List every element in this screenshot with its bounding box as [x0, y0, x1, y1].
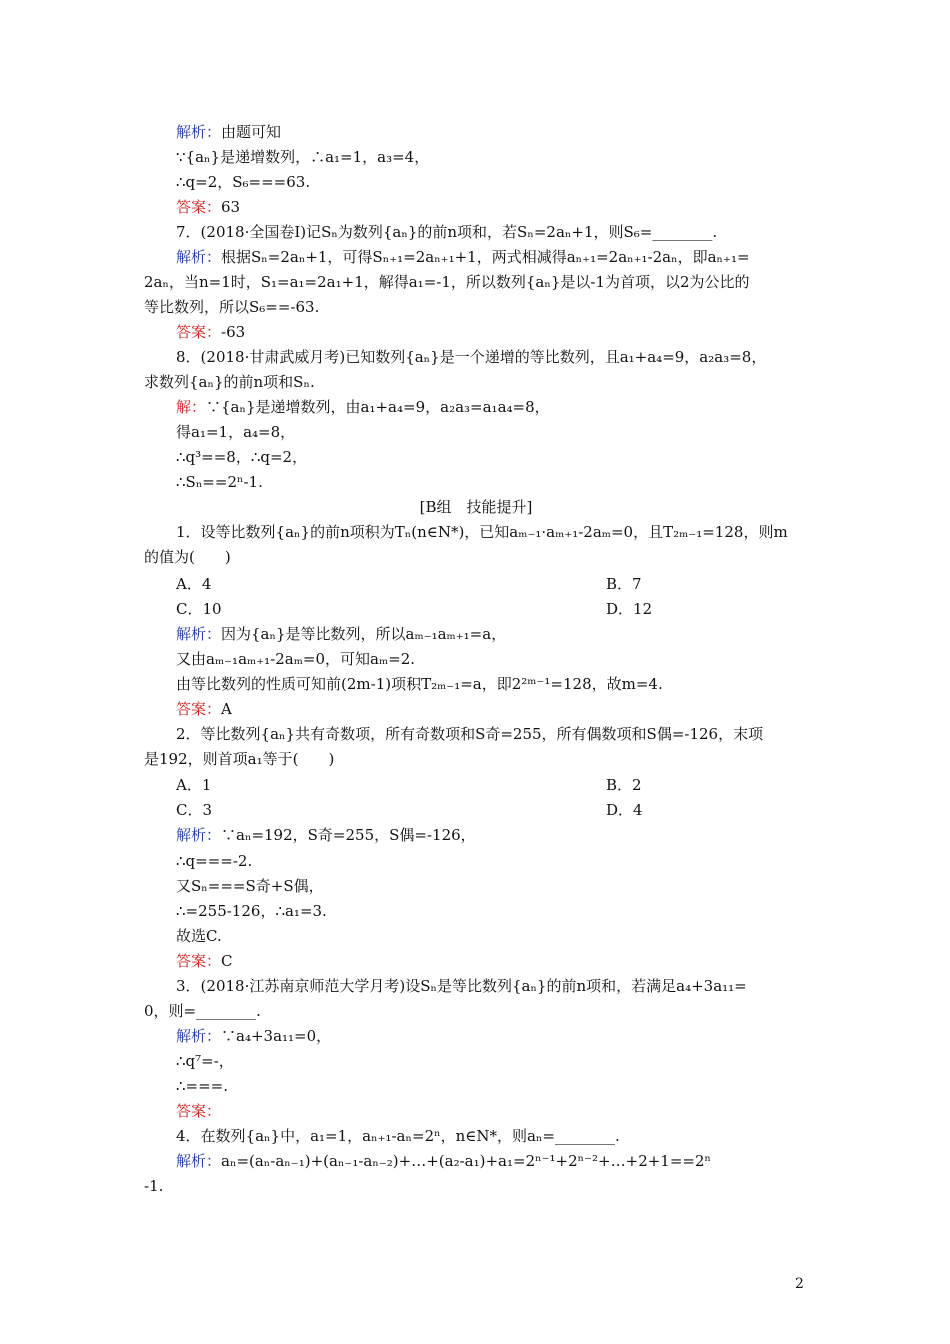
- text-line: [176, 901, 840, 921]
- option-row: [176, 599, 840, 619]
- text-line: [144, 1001, 808, 1021]
- text-line: [176, 926, 840, 946]
- content: -63: [221, 323, 246, 341]
- label: 解析：: [176, 625, 222, 643]
- content: 是192，则首项a₁等于( ): [144, 750, 335, 768]
- option: B．2: [606, 776, 642, 794]
- label: 解析：: [176, 123, 222, 141]
- text-line: [176, 247, 840, 267]
- text-line: [144, 1176, 808, 1196]
- content: 63: [221, 198, 241, 216]
- option: D．4: [606, 801, 643, 819]
- text-line: [176, 472, 840, 492]
- text-line: [176, 951, 840, 971]
- content: ∴q===-2.: [176, 852, 253, 870]
- text-line: [176, 1051, 840, 1071]
- content: ∴q⁷=-，: [176, 1052, 234, 1070]
- content: ∵{aₙ}是递增数列，∴a₁=1，a₃=4，: [176, 148, 430, 166]
- option: D．12: [606, 600, 653, 618]
- text-line: [176, 422, 840, 442]
- label: 解析：: [176, 1152, 222, 1170]
- text-line: [176, 674, 840, 694]
- page-number: 2: [795, 1276, 804, 1292]
- content: -1.: [144, 1177, 164, 1195]
- option: A．1: [176, 776, 212, 794]
- option-row: [176, 775, 840, 795]
- content: 0，则=________.: [144, 1002, 261, 1020]
- option-row: [176, 800, 840, 820]
- text-line: [176, 851, 840, 871]
- content: 根据Sₙ=2aₙ+1，可得Sₙ₊₁=2aₙ₊₁+1，两式相减得aₙ₊₁=2aₙ₊₁-2aₙ，即aₙ₊₁=: [221, 248, 750, 266]
- content: ∴===.: [176, 1077, 229, 1095]
- option: B．7: [606, 575, 642, 593]
- content: 1．设等比数列{aₙ}的前n项积为Tₙ(n∈N*)，已知aₘ₋₁·aₘ₊₁-2aₘ=0，且T₂ₘ₋₁=128，则m: [176, 523, 788, 541]
- content: 因为{aₙ}是等比数列，所以aₘ₋₁aₘ₊₁=a，: [221, 625, 507, 643]
- content: A: [221, 700, 232, 718]
- text-line: [176, 147, 840, 167]
- label: 答案：: [176, 198, 222, 216]
- text-line: [176, 624, 840, 644]
- label: 解析：: [176, 826, 222, 844]
- label: 解析：: [176, 248, 222, 266]
- content: 得a₁=1，a₄=8，: [176, 423, 296, 441]
- label: 答案：: [176, 323, 222, 341]
- text-line: [176, 1076, 840, 1096]
- option-row: [176, 574, 840, 594]
- content: ∵{aₙ}是递增数列，由a₁+a₄=9，a₂a₃=a₁a₄=8，: [206, 398, 550, 416]
- label: 答案：: [176, 952, 222, 970]
- text-line: [176, 1151, 840, 1171]
- content: 由等比数列的性质可知前(2m-1)项积T₂ₘ₋₁=a，即2²ᵐ⁻¹=128，故m=4.: [176, 675, 663, 693]
- label: 答案：: [176, 1102, 222, 1120]
- text-line: [176, 876, 840, 896]
- option: C．10: [176, 600, 222, 618]
- content: 的值为( ): [144, 548, 231, 566]
- text-line: [176, 825, 840, 845]
- content: 故选C.: [176, 927, 222, 945]
- content: 又Sₙ===S奇+S偶，: [176, 877, 324, 895]
- text-line: [144, 749, 808, 769]
- text-line: [176, 1126, 840, 1146]
- content: 7．(2018·全国卷Ⅰ)记Sₙ为数列{aₙ}的前n项和，若Sₙ=2aₙ+1，则S₆=________.: [176, 223, 718, 241]
- label: 解：: [176, 398, 207, 416]
- label: 答案：: [176, 700, 222, 718]
- text-line: [176, 724, 840, 744]
- text-line: [176, 1026, 840, 1046]
- section-heading: [144, 497, 808, 517]
- content: 求数列{aₙ}的前n项和Sₙ.: [144, 373, 315, 391]
- content: 3．(2018·江苏南京师范大学月考)设Sₙ是等比数列{aₙ}的前n项和，若满足a₄+3a₁₁=: [176, 977, 747, 995]
- content: 等比数列，所以S₆==-63.: [144, 298, 320, 316]
- content: 2aₙ，当n=1时，S₁=a₁=2a₁+1，解得a₁=-1，所以数列{aₙ}是以-1为首项，以2为公比的: [144, 273, 750, 291]
- content: ∴q³==8，∴q=2，: [176, 448, 308, 466]
- text-line: [144, 272, 808, 292]
- text-line: [176, 322, 840, 342]
- text-line: [176, 347, 840, 367]
- text-line: [176, 976, 840, 996]
- text-line: [176, 397, 840, 417]
- text-line: [176, 1101, 840, 1121]
- text-line: [176, 447, 840, 467]
- content: 由题可知: [221, 123, 282, 141]
- content: ∴Sₙ==2ⁿ-1.: [176, 473, 263, 491]
- text-line: [144, 297, 808, 317]
- text-line: [144, 372, 808, 392]
- content: 2．等比数列{aₙ}共有奇数项，所有奇数项和S奇=255，所有偶数项和S偶=-126，末项: [176, 725, 764, 743]
- content: ∵aₙ=192，S奇=255，S偶=-126，: [221, 826, 476, 844]
- text-line: [144, 547, 808, 567]
- content: [B组 技能提升]: [419, 498, 533, 516]
- text-line: [176, 122, 840, 142]
- content: ∴q=2，S₆===63.: [176, 173, 311, 191]
- label: 解析：: [176, 1027, 222, 1045]
- content: ∵a₄+3a₁₁=0，: [221, 1027, 332, 1045]
- option: C．3: [176, 801, 213, 819]
- text-line: [176, 649, 840, 669]
- content: 4．在数列{aₙ}中，a₁=1，aₙ₊₁-aₙ=2ⁿ，n∈N*，则aₙ=________.: [176, 1127, 620, 1145]
- content: 8．(2018·甘肃武威月考)已知数列{aₙ}是一个递增的等比数列，且a₁+a₄=9，a₂a₃=8，: [176, 348, 767, 366]
- text-line: [176, 197, 840, 217]
- option: A．4: [176, 575, 212, 593]
- content: ∴=255-126，∴a₁=3.: [176, 902, 327, 920]
- text-line: [176, 522, 840, 542]
- content: C: [221, 952, 233, 970]
- content: 又由aₘ₋₁aₘ₊₁-2aₘ=0，可知aₘ=2.: [176, 650, 416, 668]
- text-line: [176, 222, 840, 242]
- text-line: [176, 699, 840, 719]
- content: aₙ=(aₙ-aₙ₋₁)+(aₙ₋₁-aₙ₋₂)+…+(a₂-a₁)+a₁=2ⁿ⁻¹+2ⁿ⁻²+…+2+1==2ⁿ: [221, 1152, 712, 1170]
- text-line: [176, 172, 840, 192]
